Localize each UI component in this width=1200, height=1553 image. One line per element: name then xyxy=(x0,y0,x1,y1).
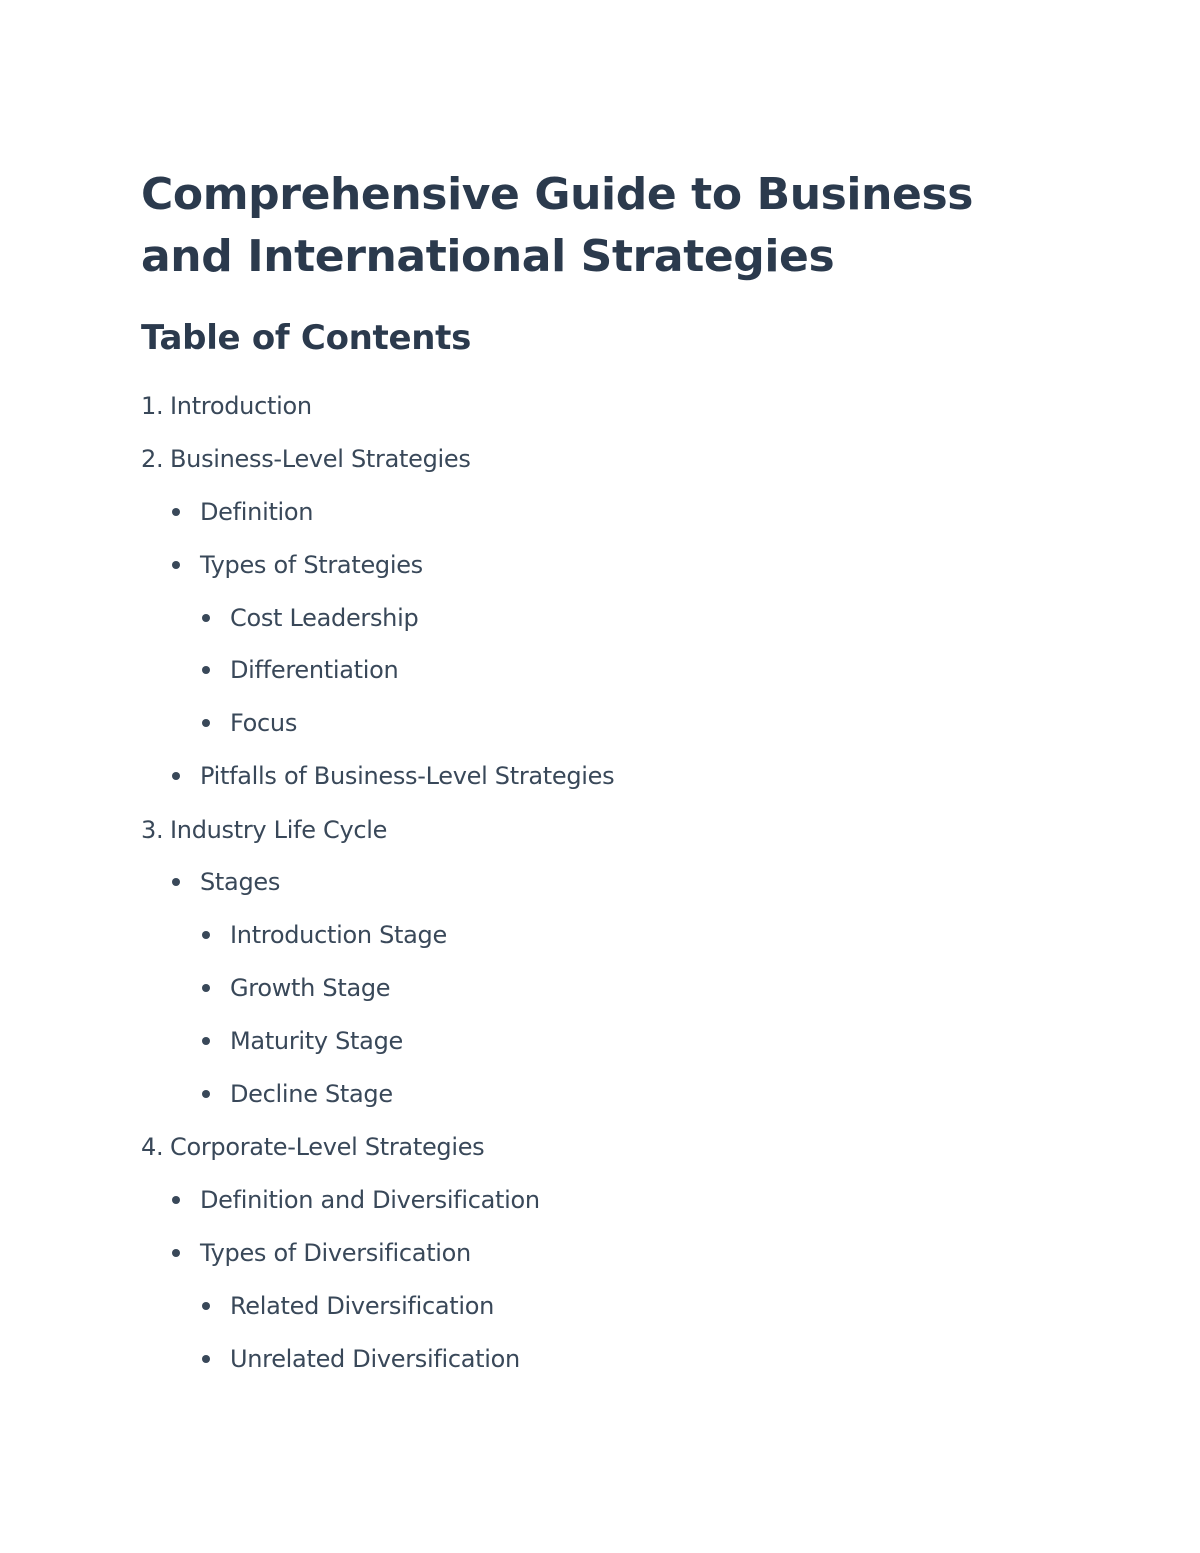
toc-item-label: Focus xyxy=(230,709,298,737)
bullet-icon xyxy=(172,772,180,780)
bullet-icon xyxy=(202,931,210,939)
toc-item-label: Definition xyxy=(200,498,314,526)
toc-item-label: Differentiation xyxy=(230,656,399,684)
toc-item-label: Types of Diversification xyxy=(200,1239,471,1267)
bullet-icon xyxy=(172,878,180,886)
toc-number: 1. xyxy=(141,392,164,420)
bullet-icon xyxy=(202,1302,210,1310)
toc-item-label: Corporate-Level Strategies xyxy=(170,1133,485,1161)
toc-item-label: Growth Stage xyxy=(230,974,391,1002)
bullet-icon xyxy=(202,984,210,992)
bullet-icon xyxy=(202,1037,210,1045)
bullet-icon xyxy=(172,508,180,516)
toc-number: 3. xyxy=(141,816,164,844)
toc-item-label: Stages xyxy=(200,868,281,896)
toc-number: 2. xyxy=(141,445,164,473)
toc-item-label: Decline Stage xyxy=(230,1080,393,1108)
toc-item-label: Pitfalls of Business-Level Strategies xyxy=(200,762,615,790)
toc-item-introduction[interactable] xyxy=(141,389,312,423)
bullet-icon xyxy=(172,1249,180,1257)
bullet-icon xyxy=(202,614,210,622)
bullet-icon xyxy=(202,1090,210,1098)
toc-item-industry-life-cycle[interactable] xyxy=(141,813,388,847)
bullet-icon xyxy=(172,561,180,569)
toc-item-label: Related Diversification xyxy=(230,1292,495,1320)
toc-item-label: Unrelated Diversification xyxy=(230,1345,520,1373)
toc-number: 4. xyxy=(141,1133,164,1161)
toc-item-label: Introduction Stage xyxy=(230,921,447,949)
document-title: Comprehensive Guide to Business and International Strategies xyxy=(141,169,974,282)
toc-item-label: Maturity Stage xyxy=(230,1027,403,1055)
bullet-icon xyxy=(172,1196,180,1204)
toc-item-label: Industry Life Cycle xyxy=(170,816,388,844)
bullet-icon xyxy=(202,719,210,727)
toc-item-label: Definition and Diversification xyxy=(200,1186,540,1214)
toc-item-label: Types of Strategies xyxy=(200,551,423,579)
toc-item-label: Introduction xyxy=(170,392,312,420)
bullet-icon xyxy=(202,666,210,674)
bullet-icon xyxy=(202,1355,210,1363)
toc-item-label: Cost Leadership xyxy=(230,604,419,632)
toc-item-label: Business-Level Strategies xyxy=(170,445,471,473)
toc-item-business-level-strategies[interactable] xyxy=(141,442,471,476)
toc-heading: Table of Contents xyxy=(141,318,472,358)
toc-item-corporate-level-strategies[interactable] xyxy=(141,1130,485,1164)
